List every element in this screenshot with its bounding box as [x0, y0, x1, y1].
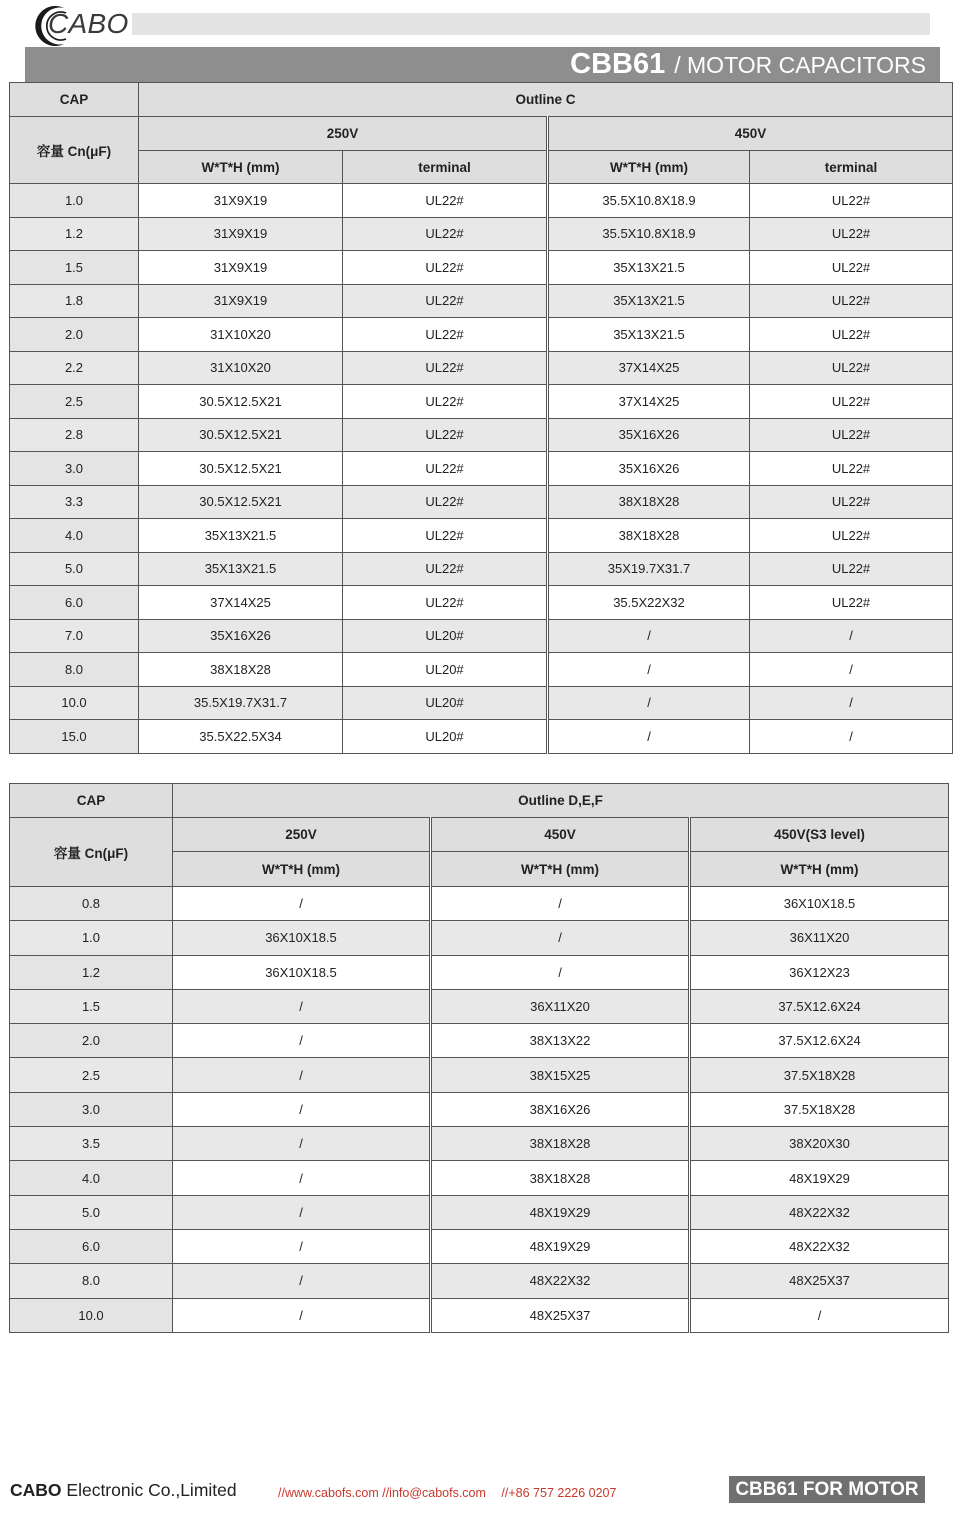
dimension-450v-cell: / [548, 653, 750, 687]
dimension-250v-cell: 31X9X19 [139, 217, 343, 251]
capacitance-cell: 1.5 [10, 989, 173, 1023]
dimension-250v-cell: / [173, 1058, 431, 1092]
dimension-450v-cell: 35X13X21.5 [548, 284, 750, 318]
capacitance-cell: 8.0 [10, 1264, 173, 1298]
dimension-250v-cell: 35X13X21.5 [139, 519, 343, 553]
terminal-450v-cell: UL22# [750, 251, 953, 285]
voltage-header-450v: 450V [548, 117, 953, 151]
dimension-450v-s3-cell: / [690, 1298, 949, 1332]
contact-website: //www.cabofs.com [278, 1486, 379, 1500]
table-row [10, 1161, 949, 1195]
cap-header: CAP [10, 784, 173, 818]
dimension-250v-cell: / [173, 1298, 431, 1332]
outline-c-spec-table [9, 82, 953, 754]
table-row [10, 552, 953, 586]
dimension-450v-cell: 38X15X25 [431, 1058, 690, 1092]
voltage-header-250v: 250V [173, 818, 431, 852]
terminal-250v-cell: UL22# [343, 452, 548, 486]
dimension-450v-cell: 48X22X32 [431, 1264, 690, 1298]
dimension-250v-cell: 36X10X18.5 [173, 955, 431, 989]
dimension-450v-cell: 35X13X21.5 [548, 318, 750, 352]
voltage-header-450v: 450V [431, 818, 690, 852]
capacitance-cell: 4.0 [10, 1161, 173, 1195]
capacitance-cell: 5.0 [10, 1195, 173, 1229]
dimension-250v-cell: / [173, 1024, 431, 1058]
footer-badge: CBB61 FOR MOTOR [729, 1476, 925, 1503]
dimension-450v-cell: 35X16X26 [548, 418, 750, 452]
model-title: CBB61 [570, 48, 666, 80]
table-row [10, 619, 953, 653]
terminal-250v-cell: UL22# [343, 184, 548, 218]
dimension-450v-s3-cell: 36X12X23 [690, 955, 949, 989]
dimension-450v-s3-cell: 36X11X20 [690, 921, 949, 955]
dimension-250v-cell: 30.5X12.5X21 [139, 385, 343, 419]
dimension-250v-cell: 31X9X19 [139, 251, 343, 285]
dimension-250v-cell: 37X14X25 [139, 586, 343, 620]
capacitance-cell: 4.0 [10, 519, 139, 553]
table-row [10, 418, 953, 452]
table-row [10, 452, 953, 486]
dimension-450v-cell: / [548, 619, 750, 653]
dimension-450v-s3-cell: 48X19X29 [690, 1161, 949, 1195]
dimension-450v-cell: / [431, 887, 690, 921]
dimension-250v-cell: / [173, 1264, 431, 1298]
dimension-250v-cell: 31X9X19 [139, 184, 343, 218]
dimension-250v-cell: 30.5X12.5X21 [139, 452, 343, 486]
capacitance-cell: 6.0 [10, 586, 139, 620]
terminal-450v-cell: UL22# [750, 184, 953, 218]
terminal-450v-cell: UL22# [750, 217, 953, 251]
terminal-450v-cell: UL22# [750, 452, 953, 486]
terminal-450v-cell: UL22# [750, 284, 953, 318]
title-banner [25, 47, 940, 82]
table-header-row [10, 83, 953, 117]
capacitance-cell: 2.0 [10, 318, 139, 352]
table-row [10, 184, 953, 218]
capacitance-cell: 1.8 [10, 284, 139, 318]
dimension-250v-cell: 31X9X19 [139, 284, 343, 318]
table-row [10, 485, 953, 519]
capacitance-cell: 1.0 [10, 921, 173, 955]
dimension-450v-cell: 38X18X28 [548, 519, 750, 553]
capacitance-cell: 5.0 [10, 552, 139, 586]
capacitance-cell: 7.0 [10, 619, 139, 653]
dimension-450v-cell: 38X18X28 [431, 1161, 690, 1195]
dimension-250v-cell: / [173, 1127, 431, 1161]
capacitance-cell: 2.5 [10, 385, 139, 419]
capacitance-cell: 0.8 [10, 887, 173, 921]
terminal-250v-cell: UL20# [343, 653, 548, 687]
terminal-header: terminal [750, 151, 953, 184]
contact-info [278, 1486, 616, 1500]
capacitance-cell: 2.8 [10, 418, 139, 452]
dimension-450v-cell: 35.5X22X32 [548, 586, 750, 620]
company-name [10, 1480, 237, 1501]
terminal-250v-cell: UL22# [343, 217, 548, 251]
dimension-450v-cell: / [548, 686, 750, 720]
logo-text: CABO [48, 8, 129, 39]
dimension-250v-cell: / [173, 989, 431, 1023]
dimension-450v-s3-cell: 48X22X32 [690, 1195, 949, 1229]
dimension-450v-cell: 48X25X37 [431, 1298, 690, 1332]
capacitance-cell: 8.0 [10, 653, 139, 687]
terminal-450v-cell: / [750, 720, 953, 754]
terminal-250v-cell: UL22# [343, 385, 548, 419]
terminal-250v-cell: UL20# [343, 619, 548, 653]
dimension-450v-s3-cell: 37.5X18X28 [690, 1058, 949, 1092]
terminal-250v-cell: UL22# [343, 251, 548, 285]
terminal-250v-cell: UL22# [343, 318, 548, 352]
terminal-450v-cell: UL22# [750, 418, 953, 452]
dimension-450v-s3-cell: 48X22X32 [690, 1229, 949, 1263]
terminal-450v-cell: UL22# [750, 519, 953, 553]
terminal-250v-cell: UL22# [343, 586, 548, 620]
table-row [10, 351, 953, 385]
cap-header: CAP [10, 83, 139, 117]
dimension-250v-cell: 35X16X26 [139, 619, 343, 653]
terminal-250v-cell: UL22# [343, 485, 548, 519]
dimension-450v-s3-cell: 37.5X12.6X24 [690, 1024, 949, 1058]
table-header-row [10, 117, 953, 151]
capacitance-cell: 1.2 [10, 955, 173, 989]
capacitance-cell: 2.0 [10, 1024, 173, 1058]
capacitance-cell: 6.0 [10, 1229, 173, 1263]
capacity-header: 容量 Cn(μF) [10, 818, 173, 887]
dimension-header: W*T*H (mm) [690, 852, 949, 887]
company-brand: CABO [10, 1480, 62, 1500]
dimension-450v-s3-cell: 36X10X18.5 [690, 887, 949, 921]
dimension-450v-cell: 37X14X25 [548, 385, 750, 419]
table-body [10, 887, 949, 1333]
table-row [10, 251, 953, 285]
dimension-450v-cell: 35.5X10.8X18.9 [548, 217, 750, 251]
terminal-450v-cell: UL22# [750, 586, 953, 620]
dimension-450v-s3-cell: 37.5X18X28 [690, 1092, 949, 1126]
table-row [10, 385, 953, 419]
cabo-logo [22, 2, 134, 50]
table-row [10, 955, 949, 989]
voltage-header-250v: 250V [139, 117, 548, 151]
dimension-450v-s3-cell: 38X20X30 [690, 1127, 949, 1161]
table-header-row [10, 151, 953, 184]
dimension-450v-cell: 48X19X29 [431, 1229, 690, 1263]
outline-header: Outline C [139, 83, 953, 117]
outline-def-spec-table [9, 783, 949, 1333]
table-header-row [10, 818, 949, 852]
table-row [10, 720, 953, 754]
capacitance-cell: 1.5 [10, 251, 139, 285]
capacitance-cell: 10.0 [10, 686, 139, 720]
dimension-450v-cell: 38X16X26 [431, 1092, 690, 1126]
table-header-row [10, 784, 949, 818]
dimension-450v-cell: 35X13X21.5 [548, 251, 750, 285]
terminal-450v-cell: UL22# [750, 318, 953, 352]
dimension-450v-s3-cell: 48X25X37 [690, 1264, 949, 1298]
table-row [10, 519, 953, 553]
table-row [10, 653, 953, 687]
dimension-250v-cell: / [173, 887, 431, 921]
voltage-header-450v-s3: 450V(S3 level) [690, 818, 949, 852]
dimension-450v-cell: / [431, 955, 690, 989]
dimension-250v-cell: 35X13X21.5 [139, 552, 343, 586]
table-row [10, 217, 953, 251]
capacitance-cell: 2.5 [10, 1058, 173, 1092]
dimension-450v-cell: 35X19.7X31.7 [548, 552, 750, 586]
dimension-450v-cell: / [431, 921, 690, 955]
terminal-250v-cell: UL22# [343, 418, 548, 452]
table-row [10, 887, 949, 921]
dimension-250v-cell: 35.5X19.7X31.7 [139, 686, 343, 720]
terminal-250v-cell: UL22# [343, 519, 548, 553]
terminal-250v-cell: UL22# [343, 351, 548, 385]
capacitance-cell: 15.0 [10, 720, 139, 754]
table-row [10, 1298, 949, 1332]
contact-phone: //+86 757 2226 0207 [501, 1486, 617, 1500]
dimension-450v-cell: 48X19X29 [431, 1195, 690, 1229]
table-row [10, 586, 953, 620]
terminal-450v-cell: / [750, 619, 953, 653]
dimension-250v-cell: 38X18X28 [139, 653, 343, 687]
dimension-250v-cell: 36X10X18.5 [173, 921, 431, 955]
capacitance-cell: 3.5 [10, 1127, 173, 1161]
table-row [10, 1058, 949, 1092]
capacitance-cell: 3.3 [10, 485, 139, 519]
dimension-header: W*T*H (mm) [431, 852, 690, 887]
dimension-450v-cell: 38X18X28 [548, 485, 750, 519]
capacitance-cell: 3.0 [10, 1092, 173, 1126]
table-row [10, 1264, 949, 1298]
capacitance-cell: 10.0 [10, 1298, 173, 1332]
terminal-250v-cell: UL20# [343, 720, 548, 754]
dimension-450v-s3-cell: 37.5X12.6X24 [690, 989, 949, 1023]
table-row [10, 318, 953, 352]
table-body [10, 184, 953, 754]
dimension-450v-cell: 35X16X26 [548, 452, 750, 486]
dimension-250v-cell: 30.5X12.5X21 [139, 418, 343, 452]
dimension-250v-cell: 31X10X20 [139, 318, 343, 352]
dimension-450v-cell: / [548, 720, 750, 754]
dimension-250v-cell: 30.5X12.5X21 [139, 485, 343, 519]
terminal-450v-cell: / [750, 653, 953, 687]
dimension-450v-cell: 36X11X20 [431, 989, 690, 1023]
dimension-250v-cell: 31X10X20 [139, 351, 343, 385]
table-row [10, 1092, 949, 1126]
dimension-250v-cell: 35.5X22.5X34 [139, 720, 343, 754]
dimension-header: W*T*H (mm) [139, 151, 343, 184]
dimension-450v-cell: 38X18X28 [431, 1127, 690, 1161]
table-row [10, 921, 949, 955]
dimension-250v-cell: / [173, 1229, 431, 1263]
category-title: / MOTOR CAPACITORS [674, 52, 926, 78]
table-row [10, 1024, 949, 1058]
table-row [10, 686, 953, 720]
terminal-450v-cell: UL22# [750, 385, 953, 419]
terminal-450v-cell: UL22# [750, 485, 953, 519]
terminal-450v-cell: UL22# [750, 351, 953, 385]
terminal-450v-cell: UL22# [750, 552, 953, 586]
table-row [10, 1195, 949, 1229]
table-row [10, 989, 949, 1023]
table-row [10, 1127, 949, 1161]
dimension-250v-cell: / [173, 1092, 431, 1126]
dimension-450v-cell: 37X14X25 [548, 351, 750, 385]
dimension-250v-cell: / [173, 1161, 431, 1195]
capacitance-cell: 2.2 [10, 351, 139, 385]
dimension-header: W*T*H (mm) [548, 151, 750, 184]
capacitance-cell: 3.0 [10, 452, 139, 486]
top-bar [132, 13, 930, 35]
dimension-450v-cell: 38X13X22 [431, 1024, 690, 1058]
terminal-header: terminal [343, 151, 548, 184]
company-suffix: Electronic Co.,Limited [66, 1480, 237, 1500]
capacity-header: 容量 Cn(μF) [10, 117, 139, 184]
outline-header: Outline D,E,F [173, 784, 949, 818]
terminal-250v-cell: UL22# [343, 552, 548, 586]
dimension-250v-cell: / [173, 1195, 431, 1229]
terminal-250v-cell: UL22# [343, 284, 548, 318]
table-row [10, 284, 953, 318]
contact-email: //info@cabofs.com [382, 1486, 486, 1500]
terminal-250v-cell: UL20# [343, 686, 548, 720]
terminal-450v-cell: / [750, 686, 953, 720]
dimension-450v-cell: 35.5X10.8X18.9 [548, 184, 750, 218]
table-row [10, 1229, 949, 1263]
dimension-header: W*T*H (mm) [173, 852, 431, 887]
capacitance-cell: 1.2 [10, 217, 139, 251]
capacitance-cell: 1.0 [10, 184, 139, 218]
